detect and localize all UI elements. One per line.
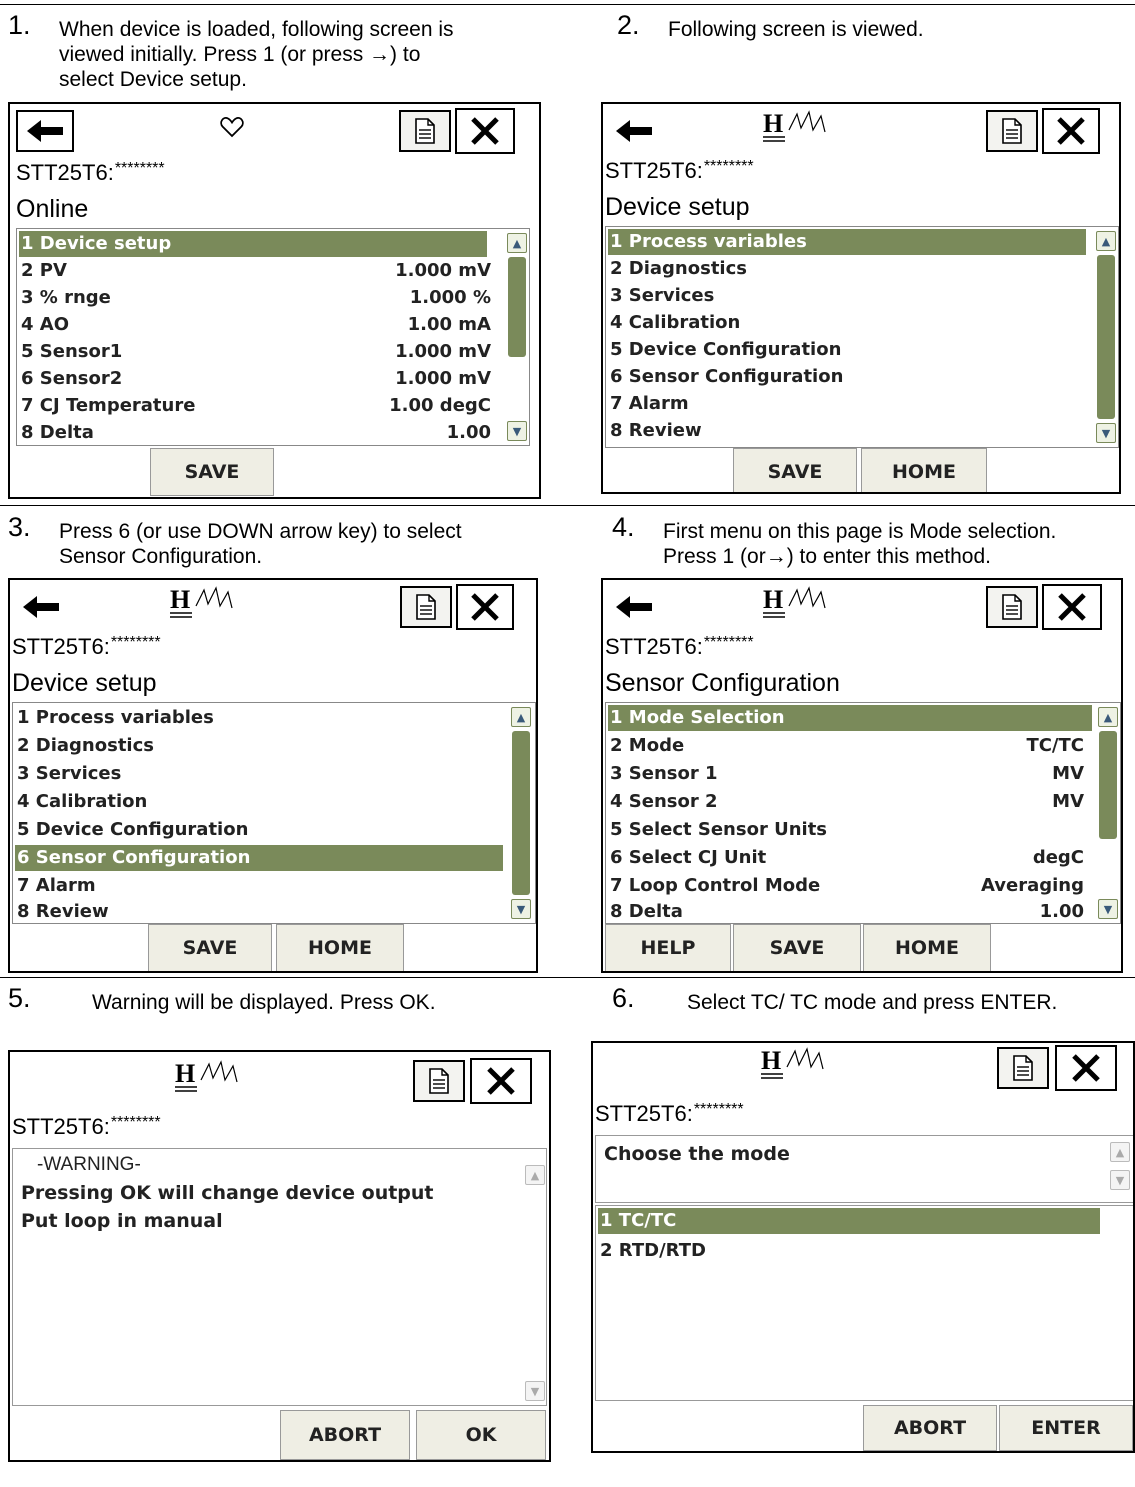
scrollbar[interactable]: [1098, 705, 1120, 921]
list-item[interactable]: 4 AO 1.00 mA: [21, 314, 491, 335]
scroll-down-icon[interactable]: ▼: [1110, 1170, 1130, 1190]
step-number: 2.: [617, 10, 640, 40]
home-button[interactable]: HOME: [276, 924, 404, 972]
scroll-down-icon[interactable]: ▼: [507, 421, 527, 441]
list-item[interactable]: 2 Diagnostics: [17, 735, 154, 756]
title-bar: [593, 1043, 1133, 1093]
document-button[interactable]: [997, 1047, 1049, 1089]
device-tag: STT25T6:********: [12, 634, 161, 659]
warning-line: Pressing OK will change device output: [21, 1182, 434, 1204]
list-item[interactable]: 5 Device Configuration: [610, 339, 842, 360]
document-button[interactable]: [986, 586, 1038, 628]
scrollbar[interactable]: [1110, 1142, 1132, 1198]
scrollbar[interactable]: [525, 1151, 547, 1403]
list-item[interactable]: 3 Services: [17, 763, 122, 784]
list-item[interactable]: 5 Device Configuration: [17, 819, 249, 840]
help-button[interactable]: HELP: [605, 924, 731, 972]
title-bar: [10, 104, 539, 154]
back-button[interactable]: [605, 586, 663, 628]
step-text: Press 6 (or use DOWN arrow key) to select Sensor Configuration.: [59, 520, 462, 568]
scrollbar[interactable]: [507, 231, 529, 443]
scroll-down-icon[interactable]: ▼: [1096, 423, 1116, 443]
list-item[interactable]: 8 Delta 1.00: [610, 901, 1084, 922]
scrollbar[interactable]: [511, 705, 533, 921]
arrow-left-icon: [614, 118, 654, 144]
close-icon: [470, 592, 500, 622]
screen-heading: Sensor Configuration: [605, 669, 840, 697]
device-screen-choose-mode: [591, 1041, 1135, 1453]
document-button[interactable]: [399, 110, 451, 152]
enter-button[interactable]: ENTER: [999, 1405, 1133, 1451]
hart-logo-icon: [175, 1058, 245, 1099]
list-item[interactable]: 1 Device setup: [19, 231, 487, 257]
document-icon: [415, 594, 437, 620]
menu-list: [605, 702, 1121, 924]
list-item[interactable]: 4 Sensor 2 MV: [610, 791, 1084, 812]
device-tag: STT25T6:********: [595, 1101, 744, 1126]
home-button[interactable]: HOME: [863, 924, 991, 972]
arrow-left-icon: [614, 594, 654, 620]
arrow-left-icon: [21, 594, 61, 620]
list-item[interactable]: 6 Select CJ Unit degC: [610, 847, 1084, 868]
device-tag: STT25T6:********: [16, 160, 165, 185]
close-icon: [486, 1066, 516, 1096]
close-button[interactable]: [455, 108, 515, 154]
menu-list: [605, 226, 1119, 448]
list-item[interactable]: 8 Delta 1.00: [21, 422, 491, 443]
list-item[interactable]: 3 Services: [610, 285, 715, 306]
save-button[interactable]: SAVE: [733, 448, 857, 494]
list-item[interactable]: 1 TC/TC: [598, 1208, 1100, 1234]
warning-line: Put loop in manual: [21, 1210, 223, 1232]
list-item[interactable]: 2 Diagnostics: [610, 258, 747, 279]
menu-list: [12, 702, 536, 924]
title-bar: [603, 104, 1119, 154]
save-button[interactable]: SAVE: [150, 448, 274, 496]
heart-icon: [220, 116, 244, 143]
list-item[interactable]: 1 Process variables: [17, 707, 214, 728]
svg-text:H: H: [170, 585, 191, 614]
prompt-box: [595, 1135, 1135, 1203]
option-list: [595, 1205, 1135, 1401]
list-item[interactable]: 2 PV 1.000 mV: [21, 260, 491, 281]
close-button[interactable]: [456, 584, 514, 630]
home-button[interactable]: HOME: [861, 448, 987, 494]
device-screen-device-setup: [601, 102, 1121, 494]
list-item[interactable]: 4 Calibration: [17, 791, 148, 812]
list-item[interactable]: 8 Review: [610, 420, 702, 441]
scroll-down-icon[interactable]: ▼: [525, 1381, 545, 1401]
hart-logo-icon: [761, 1045, 831, 1086]
document-icon: [414, 118, 436, 144]
title-bar: [603, 580, 1121, 630]
step-number: 1.: [8, 10, 31, 40]
device-tag: STT25T6:********: [605, 634, 754, 659]
menu-list: [16, 228, 530, 446]
close-button[interactable]: [1042, 584, 1102, 630]
device-tag: STT25T6:********: [605, 158, 754, 183]
device-screen-sensor-configuration: [601, 578, 1123, 973]
list-item[interactable]: 8 Review: [17, 901, 109, 922]
scroll-up-icon[interactable]: ▲: [525, 1165, 545, 1185]
step-number: 4.: [612, 512, 635, 542]
document-button[interactable]: [413, 1060, 465, 1102]
device-tag: STT25T6:********: [12, 1114, 161, 1139]
document-icon: [1012, 1055, 1034, 1081]
close-button[interactable]: [1055, 1045, 1117, 1091]
step-text: Following screen is viewed.: [668, 18, 924, 41]
list-item[interactable]: 6 Sensor Configuration: [610, 366, 844, 387]
svg-text:H: H: [763, 109, 784, 138]
save-button[interactable]: SAVE: [733, 924, 861, 972]
scroll-thumb[interactable]: [508, 257, 526, 357]
list-item[interactable]: 2 RTD/RTD: [600, 1240, 706, 1261]
svg-text:H: H: [761, 1046, 782, 1075]
ok-button[interactable]: OK: [416, 1410, 546, 1460]
back-button[interactable]: [12, 586, 70, 628]
close-icon: [1056, 116, 1086, 146]
list-item[interactable]: 3 Sensor 1 MV: [610, 763, 1084, 784]
device-screen-device-setup-selected: [8, 578, 538, 973]
document-icon: [1001, 118, 1023, 144]
hart-logo-icon: [170, 584, 240, 625]
abort-button[interactable]: ABORT: [863, 1405, 997, 1451]
step-text: First menu on this page is Mode selection. Press 1 (or→) to enter this method.: [663, 520, 1057, 568]
step-number: 6.: [612, 983, 635, 1013]
close-button[interactable]: [1042, 108, 1100, 154]
scroll-up-icon[interactable]: ▲: [1110, 1142, 1130, 1162]
hart-logo-icon: [763, 108, 833, 149]
document-button[interactable]: [986, 110, 1038, 152]
scroll-up-icon[interactable]: ▲: [511, 707, 531, 727]
close-icon: [470, 116, 500, 146]
document-button[interactable]: [400, 586, 452, 628]
list-item[interactable]: 7 CJ Temperature 1.00 degC: [21, 395, 491, 416]
document-icon: [1001, 594, 1023, 620]
warning-title: -WARNING-: [37, 1154, 141, 1175]
back-button[interactable]: [605, 110, 663, 152]
scroll-down-icon[interactable]: ▼: [511, 899, 531, 919]
scroll-thumb[interactable]: [1097, 255, 1115, 419]
list-item[interactable]: 7 Alarm: [610, 393, 689, 414]
title-bar: [10, 580, 536, 630]
list-item[interactable]: 3 % rnge 1.000 %: [21, 287, 491, 308]
title-bar: [10, 1052, 549, 1102]
close-button[interactable]: [470, 1058, 532, 1104]
svg-text:H: H: [763, 585, 784, 614]
device-screen-warning: [8, 1050, 551, 1462]
divider-row-2: [0, 505, 1135, 506]
step-number: 3.: [8, 512, 31, 542]
scroll-thumb[interactable]: [1099, 731, 1117, 839]
list-item[interactable]: 5 Select Sensor Units: [610, 819, 828, 840]
divider-row-3: [0, 977, 1135, 978]
close-icon: [1071, 1053, 1101, 1083]
scroll-down-icon[interactable]: ▼: [1098, 899, 1118, 919]
prompt-text: Choose the mode: [604, 1143, 790, 1165]
save-button[interactable]: SAVE: [148, 924, 272, 972]
abort-button[interactable]: ABORT: [280, 1410, 410, 1460]
scroll-up-icon[interactable]: ▲: [1096, 231, 1116, 251]
device-screen-online: [8, 102, 541, 499]
list-item[interactable]: 2 Mode TC/TC: [610, 735, 1084, 756]
list-item[interactable]: 1 Process variables: [608, 229, 1086, 255]
scrollbar[interactable]: [1096, 229, 1118, 445]
list-item[interactable]: 5 Sensor1 1.000 mV: [21, 341, 491, 362]
document-icon: [428, 1068, 450, 1094]
step-text: When device is loaded, following screen is viewed initially. Press 1 (or press →) to select Device setup.: [59, 18, 454, 91]
screen-heading: Device setup: [605, 193, 750, 221]
list-item[interactable]: 6 Sensor Configuration: [15, 845, 503, 871]
screen-heading: Online: [16, 195, 89, 223]
step-text: Warning will be displayed. Press OK.: [92, 991, 436, 1014]
list-item[interactable]: 7 Loop Control Mode Averaging: [610, 875, 1084, 896]
scroll-up-icon[interactable]: ▲: [507, 233, 527, 253]
back-button[interactable]: [16, 110, 74, 152]
scroll-thumb[interactable]: [512, 731, 530, 895]
list-item[interactable]: 4 Calibration: [610, 312, 741, 333]
scroll-up-icon[interactable]: ▲: [1098, 707, 1118, 727]
arrow-left-icon: [25, 118, 65, 144]
hart-logo-icon: [763, 584, 833, 625]
list-item[interactable]: 7 Alarm: [17, 875, 96, 896]
svg-text:H: H: [175, 1059, 196, 1088]
list-item[interactable]: 6 Sensor2 1.000 mV: [21, 368, 491, 389]
screen-heading: Device setup: [12, 669, 157, 697]
list-item[interactable]: 1 Mode Selection: [608, 705, 1092, 731]
close-icon: [1057, 592, 1087, 622]
step-number: 5.: [8, 983, 31, 1013]
step-text: Select TC/ TC mode and press ENTER.: [687, 991, 1058, 1014]
message-box: [12, 1148, 547, 1406]
divider-top: [0, 4, 1135, 5]
